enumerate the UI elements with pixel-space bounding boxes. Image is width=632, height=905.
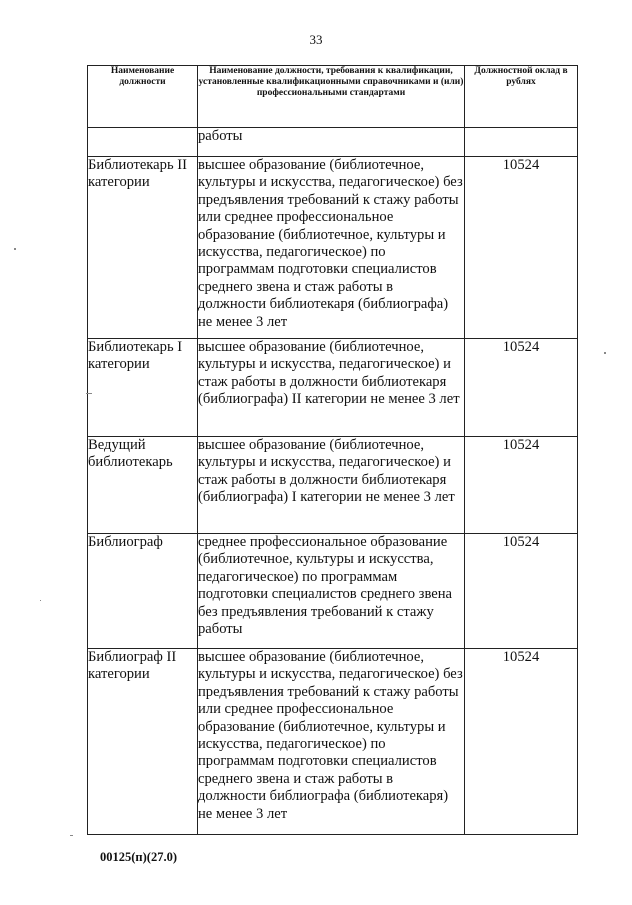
position-cell: Библиотекарь I категории <box>88 339 198 437</box>
continuation-row <box>88 128 578 157</box>
table-row <box>88 339 578 437</box>
scan-speck <box>86 393 92 394</box>
requirements-cell: среднее профессиональное образование (библиотечное, культуры и искусства, педагогическое) по программам подготовки специалистов среднего звена без предъявления требований к стажу работы <box>198 534 465 649</box>
scan-speck <box>14 248 16 250</box>
table-row <box>88 534 578 649</box>
salary-cell: 10524 <box>465 534 578 649</box>
requirements-cell: высшее образование (библиотечное, культуры и искусства, педагогическое) и стаж работы в должности библиотекаря (библиографа) I категории не менее 3 лет <box>198 437 465 534</box>
position-cell: Библиограф II категории <box>88 649 198 835</box>
scan-speck <box>70 835 73 836</box>
scan-speck <box>40 600 41 601</box>
table-header-row <box>88 66 578 128</box>
position-cell: Ведущий библиотекарь <box>88 437 198 534</box>
continuation-position-cell <box>88 128 198 157</box>
continuation-requirements-cell: работы <box>198 128 465 157</box>
salary-cell: 10524 <box>465 157 578 339</box>
table-row <box>88 157 578 339</box>
requirements-cell: высшее образование (библиотечное, культуры и искусства, педагогическое) без предъявления требований к стажу работы или среднее профессиональное образование (библиотечное, культуры и искусства, педагогическое) по программам подготовки специалистов среднего звена и стаж работы в должности библиографа (библиотекаря) не менее 3 лет <box>198 649 465 835</box>
table-row <box>88 437 578 534</box>
position-cell: Библиограф <box>88 534 198 649</box>
staff-salary-table <box>87 65 578 835</box>
document-code: 00125(п)(27.0) <box>100 850 177 864</box>
requirements-cell: высшее образование (библиотечное, культуры и искусства, педагогическое) и стаж работы в должности библиотекаря (библиографа) II категории не менее 3 лет <box>198 339 465 437</box>
continuation-salary-cell <box>465 128 578 157</box>
scan-speck <box>604 352 606 354</box>
table-row <box>88 649 578 835</box>
position-cell: Библиотекарь II категории <box>88 157 198 339</box>
header-requirements: Наименование должности, требования к квалификации, установленные квалификационными справочниками и (или) профессиональными стандартами <box>198 66 465 128</box>
requirements-cell: высшее образование (библиотечное, культуры и искусства, педагогическое) без предъявления требований к стажу работы или среднее профессиональное образование (библиотечное, культуры и искусства, педагогическое) по программам подготовки специалистов среднего звена и стаж работы в должности библиотекаря (библиографа) не менее 3 лет <box>198 157 465 339</box>
salary-cell: 10524 <box>465 649 578 835</box>
header-salary: Должностной оклад в рублях <box>465 66 578 128</box>
page-number: 33 <box>309 32 323 47</box>
salary-cell: 10524 <box>465 437 578 534</box>
header-position: Наименование должности <box>88 66 198 128</box>
salary-cell: 10524 <box>465 339 578 437</box>
